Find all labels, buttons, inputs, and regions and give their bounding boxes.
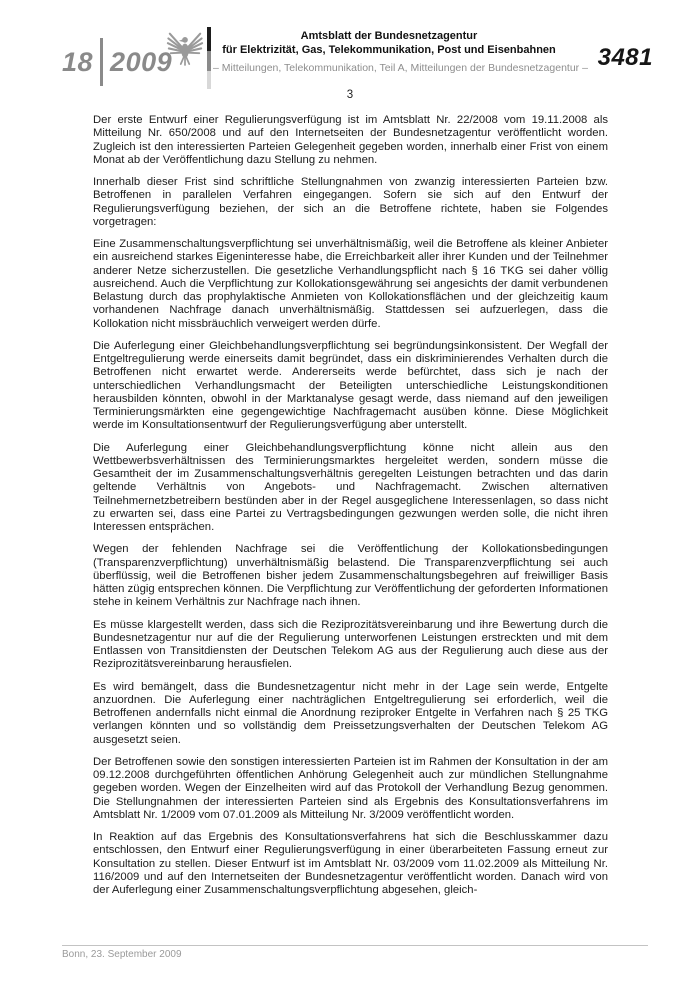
journal-title-line1: Amtsblatt der Bundesnetzagentur	[300, 30, 478, 42]
footer-dateline: Bonn, 23. September 2009	[62, 949, 182, 960]
document-body	[93, 114, 608, 906]
masthead-segmented-bar	[207, 27, 211, 89]
issue-divider	[100, 38, 103, 86]
journal-title-line2: für Elektrizität, Gas, Telekommunikation, Post und Eisenbahnen	[222, 44, 556, 56]
paragraph: Der erste Entwurf einer Regulierungsverfügung ist im Amtsblatt Nr. 22/2008 vom 19.11.2008 als Mitteilung Nr. 650/2008 und auf den Internetseiten der Bundesnetzagentur veröffentlicht worden. Zugleich ist den interessierten Parteien Gelegenheit gegeben worden, innerhalb einer Frist von einem Monat ab der Veröffentlichung dazu Stellung zu nehmen.	[93, 114, 608, 166]
paragraph: Der Betroffenen sowie den sonstigen interessierten Parteien ist im Rahmen der Konsultation in der am 09.12.2008 durchgeführten öffentlichen Anhörung Gelegenheit auch zur mündlichen Stellungnahme gegeben worden. Wegen der Einzelheiten wird auf das Protokoll der Verhandlung Bezug genommen. Die Stellungnahmen der interessierten Parteien sind als Ergebnis des Konsultationsverfahrens im Amtsblatt Nr. 1/2009 vom 07.01.2009 als Mitteilung Nr. 3/2009 veröffentlicht worden.	[93, 755, 608, 821]
page-number: 3	[346, 89, 354, 101]
paragraph: Die Auferlegung einer Gleichbehandlungsverpflichtung sei begründungsinkonsistent. Der Wegfall der Entgeltregulierung werde einerseits damit begründet, dass ein diskriminierendes Verhalten durch die Betroffenen nicht erwartet werde. Andererseits werde befürchtet, dass sich je nach der unterschiedlichen Verhandlungsmacht der Beteiligten unterschiedliche Leistungskonditionen herausbilden könnten, obwohl in der Marktanalyse gesagt werde, dass niemand auf den jeweiligen Terminierungsmärkten eine gegengewichtige Nachfragemacht ausüben könne. Diese Möglichkeit werde im Konsultationsentwurf der Regulierungsverfügung aber unterstellt.	[93, 339, 608, 432]
folio-number: 3481	[597, 44, 653, 71]
bar-segment-dark	[207, 27, 211, 51]
paragraph: Es müsse klargestellt werden, dass sich die Reziprozitätsvereinbarung und ihre Bewertung durch die Bundesnetzagentur nur auf die der Regulierung unterworfenen Leistungen erstreckten und mit dem Entlassen von Transitdiensten der Deutschen Telekom AG aus der Regulierung auch diese aus der Reziprozitätsvereinbarung herausfielen.	[93, 618, 608, 671]
bar-segment-mid	[207, 51, 211, 71]
paragraph: Eine Zusammenschaltungsverpflichtung sei unverhältnismäßig, weil die Betroffene als kleiner Anbieter ein ausreichend starkes Eigeninteresse habe, die Erreichbarkeit aller ihrer Kunden und der Teilnehmer anderer Netze sicherzustellen. Die gesetzliche Verhandlungspflicht nach § 16 TKG sei daher völlig ausreichend. Auch die Verpflichtung zur Kollokationsgewährung sei angesichts der damit verbundenen Belastung durch das prophylaktische Anmieten von Kollokationsflächen und der gleichzeitig kaum vorhandenen Nachfrage danach unverhältnismäßig. Stattdessen sei aufzuerlegen, dass die Kollokation nicht missbräuchlich verweigert werden dürfe.	[93, 238, 608, 330]
bar-segment-light	[207, 71, 211, 89]
federal-eagle-icon	[166, 27, 204, 67]
journal-subtitle: – Mitteilungen, Telekommunikation, Teil A, Mitteilungen der Bundesnetzagentur –	[213, 62, 588, 74]
paragraph: Es wird bemängelt, dass die Bundesnetzagentur nicht mehr in der Lage sein werde, Entgelte anzuordnen. Die Auferlegung einer nachträglichen Entgeltregulierung sei erforderlich, weil die Betroffenen andernfalls nicht einmal die Anordnung reziproker Entgelte in Verfahren nach § 25 TKG verlangen könnten und so vollständig dem Preissetzungsverhalten der Deutschen Telekom AG ausgesetzt seien.	[93, 680, 608, 746]
paragraph: Die Auferlegung einer Gleichbehandlungsverpflichtung könne nicht allein aus den Wettbewerbsverhältnissen des Terminierungsmarktes hergeleitet werden, sondern müsse die Gesamtheit der im Zusammenschaltungsverhältnis geregelten Leistungen betrachten und das darin geltende Verhältnis von Angebots- und Nachfragemacht. Zwischen alternativen Teilnehmernetzbetreibern bestünden aber in der Regel ausgeglichene Interessenlagen, so dass nicht zu erwarten sei, dass eine Partei zu Vertragsbedingungen gezwungen werden solle, die nicht ihren Interessen entsprächen.	[93, 441, 608, 533]
masthead-title-block	[213, 29, 588, 75]
paragraph: Innerhalb dieser Frist sind schriftliche Stellungnahmen von zwanzig interessierten Parteien bzw. Betroffenen in parallelen Verfahren eingegangen. Sofern sie sich auf den Entwurf der Regulierungsverfügung beziehen, der sich an die Betroffene richtete, haben sie Folgendes vorgetragen:	[93, 176, 608, 228]
paragraph: Wegen der fehlenden Nachfrage sei die Veröffentlichung der Kollokationsbedingungen (Transparenzverpflichtung) unverhältnismäßig belastend. Die Transparenzverpflichtung sei auch überflüssig, weil die Betroffenen bisher jedem Zusammenschaltungsbegehren auf freiwilliger Basis hätten zügig entsprechen können. Die Verpflichtung zur Veröffentlichung der geforderten Informationen stehe in keinem Verhältnis zur Nachfrage nach ihnen.	[93, 543, 608, 609]
paragraph: In Reaktion auf das Ergebnis des Konsultationsverfahrens hat sich die Beschlusskammer dazu entschlossen, den Entwurf einer Regulierungsverfügung in einer überarbeiteten Fassung erneut zur Konsultation zu stellen. Dieser Entwurf ist im Amtsblatt Nr. 03/2009 vom 11.02.2009 als Mitteilung Nr. 116/2009 und auf den Internetseiten der Bundesnetzagentur veröffentlicht worden. Danach wird von der Auferlegung einer Zusammenschaltungsverpflichtung abgesehen, gleich-	[93, 831, 608, 896]
page-footer	[62, 945, 648, 960]
issue-year: 2009	[110, 46, 173, 77]
issue-block	[62, 38, 172, 86]
issue-number: 18	[62, 46, 94, 77]
